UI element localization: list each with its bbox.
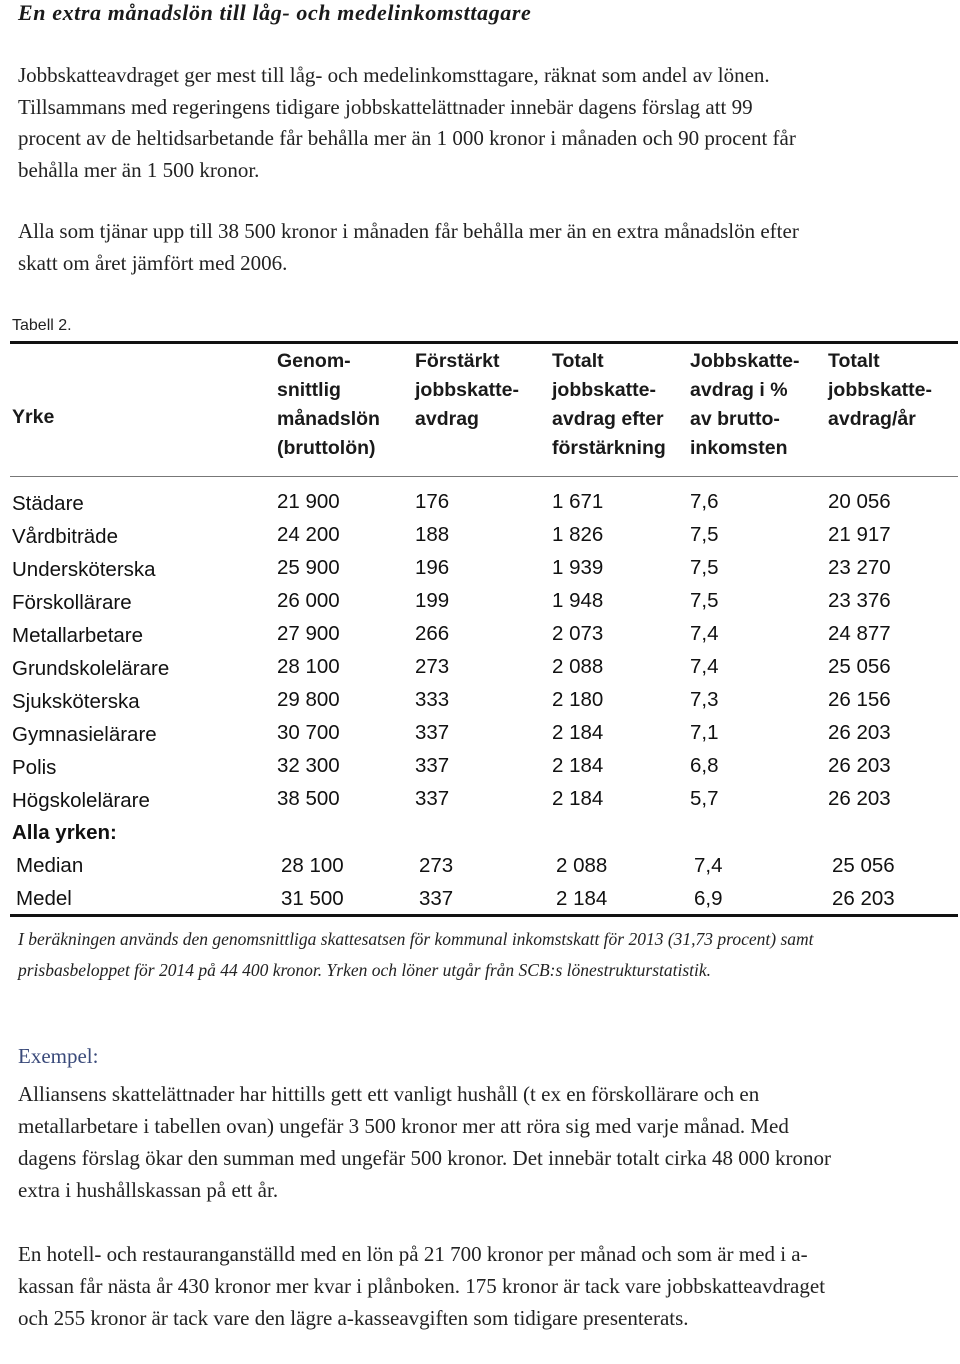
table-footnote: I beräkningen används den genomsnittliga skattesatsen för kommunal inkomstskatt för 2013 (31,73 procent) samt prisbasbeloppet för 2014 på 44 400 kronor. Yrken och löner utgår från SCB:s lönestrukturstatistik.	[18, 929, 814, 980]
header-line: avdrag/år	[828, 408, 916, 430]
header-line: Jobbskatte-	[690, 350, 800, 372]
header-line: jobbskatte-	[828, 379, 933, 401]
cell-value: 6,8	[690, 754, 719, 777]
cell-value: 2 088	[552, 655, 604, 678]
cell-value: 31 500	[281, 887, 344, 910]
cell-summary-label: Median	[16, 854, 84, 877]
example-title: Exempel:	[18, 1044, 99, 1068]
cell-value: 199	[415, 589, 450, 612]
cell-value: 25 900	[277, 556, 340, 579]
cell-value: 7,4	[690, 622, 719, 645]
table-top-rule	[10, 341, 958, 344]
header-line: avdrag i %	[690, 379, 788, 401]
header-line: Totalt	[828, 350, 880, 372]
cell-value: 1 671	[552, 490, 604, 513]
cell-summary-label: Medel	[16, 887, 72, 910]
cell-value: 26 156	[828, 688, 891, 711]
cell-value: 38 500	[277, 787, 340, 810]
cell-value: 337	[415, 721, 450, 744]
cell-value: 24 877	[828, 622, 891, 645]
cell-value: 28 100	[277, 655, 340, 678]
table-caption: Tabell 2.	[12, 317, 72, 334]
cell-value: 196	[415, 556, 450, 579]
cell-value: 1 948	[552, 589, 604, 612]
page-heading: En extra månadslön till låg- och medelinkomsttagare	[18, 0, 532, 25]
cell-value: 7,4	[694, 854, 723, 877]
all-occupations-label: Alla yrken:	[12, 821, 117, 844]
header-line: Förstärkt	[415, 350, 500, 372]
cell-value: 26 203	[828, 787, 891, 810]
cell-value: 26 203	[832, 887, 895, 910]
header-line: (bruttolön)	[277, 437, 376, 459]
cell-value: 26 203	[828, 754, 891, 777]
header-line: snittlig	[277, 379, 341, 401]
cell-value: 176	[415, 490, 450, 513]
header-line: Totalt	[552, 350, 604, 372]
cell-value: 2 073	[552, 622, 604, 645]
cell-value: 188	[415, 523, 450, 546]
cell-value: 2 180	[552, 688, 604, 711]
cell-value: 29 800	[277, 688, 340, 711]
cell-value: 7,5	[690, 589, 719, 612]
cell-value: 337	[419, 887, 454, 910]
cell-value: 7,4	[690, 655, 719, 678]
cell-value: 28 100	[281, 854, 344, 877]
cell-value: 27 900	[277, 622, 340, 645]
cell-value: 7,5	[690, 523, 719, 546]
income-paragraph: Alla som tjänar upp till 38 500 kronor i månaden får behålla mer än en extra månadslön efter skatt om året jämfört med 2006.	[18, 219, 799, 275]
cell-occupation: Högskolelärare	[12, 789, 150, 812]
cell-value: 7,3	[690, 688, 719, 711]
cell-value: 32 300	[277, 754, 340, 777]
cell-value: 7,1	[690, 721, 719, 744]
cell-value: 2 088	[556, 854, 608, 877]
header-yrke	[12, 403, 54, 432]
cell-value: 1 826	[552, 523, 604, 546]
cell-occupation: Gymnasielärare	[12, 723, 157, 746]
header-line: månadslön	[277, 408, 380, 430]
cell-occupation: Sjuksköterska	[12, 690, 140, 713]
cell-value: 273	[415, 655, 450, 678]
example-paragraph-hotel: En hotell- och restauranganställd med en lön på 21 700 kronor per månad och som är med i a-kassan får nästa år 430 kronor mer kvar i plånboken. 175 kronor är tack vare jobbskatteavdraget och 255 kronor är tack vare den lägre a-kasseavgiften som tidigare presenterats.	[18, 1242, 826, 1330]
cell-occupation: Städare	[12, 492, 84, 515]
header-line: jobbskatte-	[415, 379, 520, 401]
header-col-1	[277, 347, 380, 463]
cell-value: 5,7	[690, 787, 719, 810]
header-line: avdrag efter	[552, 408, 664, 430]
cell-occupation: Vårdbiträde	[12, 525, 118, 548]
header-line: jobbskatte-	[552, 379, 657, 401]
cell-occupation: Polis	[12, 756, 57, 779]
header-line: Genom-	[277, 350, 351, 372]
cell-value: 6,9	[694, 887, 723, 910]
header-col-3	[552, 347, 666, 463]
cell-occupation: Förskollärare	[12, 591, 132, 614]
cell-value: 21 917	[828, 523, 891, 546]
header-line: förstärkning	[552, 437, 666, 459]
cell-value: 25 056	[832, 854, 895, 877]
cell-occupation: Grundskolelärare	[12, 657, 170, 680]
cell-value: 273	[419, 854, 454, 877]
example-paragraph-household: Alliansens skattelättnader har hittills gett ett vanligt hushåll (t ex en förskollärare och en metallarbetare i tabellen ovan) ungefär 3 500 kronor mer att röra sig med varje månad. Med dagens förslag ökar den summan med ungefär 500 kronor. Det innebär totalt cirka 48 000 kronor extra i hushållskassan på ett år.	[18, 1082, 831, 1202]
header-col-2	[415, 347, 519, 434]
cell-value: 23 376	[828, 589, 891, 612]
cell-value: 7,5	[690, 556, 719, 579]
cell-value: 2 184	[552, 721, 604, 744]
header-line: av brutto-	[690, 408, 780, 430]
intro-paragraph: Jobbskatteavdraget ger mest till låg- och medelinkomsttagare, räknat som andel av lönen. Tillsammans med regeringens tidigare jobbskattelättnader innebär dagens förslag att 99 procent av de heltidsarbetande får behålla mer än 1 000 kronor i månaden och 90 procent får behålla mer än 1 500 kronor.	[18, 63, 796, 182]
cell-occupation: Undersköterska	[12, 558, 156, 581]
cell-value: 23 270	[828, 556, 891, 579]
cell-value: 333	[415, 688, 450, 711]
cell-value: 337	[415, 787, 450, 810]
table-header-rule	[10, 476, 958, 477]
header-line: avdrag	[415, 408, 479, 430]
cell-value: 30 700	[277, 721, 340, 744]
cell-value: 24 200	[277, 523, 340, 546]
cell-value: 2 184	[556, 887, 608, 910]
header-line: Yrke	[12, 406, 55, 428]
cell-value: 26 000	[277, 589, 340, 612]
header-col-4	[690, 347, 799, 463]
cell-value: 2 184	[552, 787, 604, 810]
cell-value: 337	[415, 754, 450, 777]
cell-value: 20 056	[828, 490, 891, 513]
cell-occupation: Metallarbetare	[12, 624, 144, 647]
cell-value: 266	[415, 622, 450, 645]
cell-value: 26 203	[828, 721, 891, 744]
table-bottom-rule	[10, 914, 958, 917]
header-col-5	[828, 347, 932, 434]
cell-value: 2 184	[552, 754, 604, 777]
cell-value: 1 939	[552, 556, 604, 579]
cell-value: 25 056	[828, 655, 891, 678]
header-line: inkomsten	[690, 437, 788, 459]
cell-value: 21 900	[277, 490, 340, 513]
cell-value: 7,6	[690, 490, 719, 513]
